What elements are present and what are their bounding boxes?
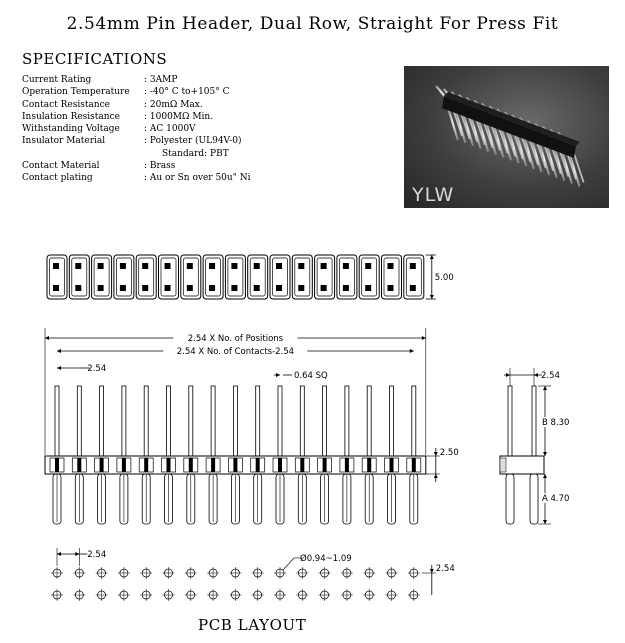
photo-brand-label: YLW [412, 184, 455, 206]
pin-square [254, 285, 260, 291]
product-photo [404, 66, 609, 208]
spec-row [22, 74, 250, 86]
dimension-a: A 4.70 [542, 494, 570, 504]
pin-square [209, 285, 215, 291]
spec-value: : 20mΩ Max. [144, 99, 203, 110]
top-view-cell [159, 255, 179, 299]
pin-square [209, 263, 215, 269]
spec-label: Insulation Resistance [22, 111, 120, 122]
top-view-cell [92, 255, 112, 299]
pin-through [256, 458, 260, 472]
pin-upper [144, 386, 148, 456]
spec-row [22, 160, 250, 172]
pin-upper [189, 386, 193, 456]
arrow-head [543, 452, 547, 456]
pcb-layout-view [51, 548, 455, 601]
pin-upper [77, 386, 81, 456]
pin-square [410, 285, 416, 291]
pin-through [323, 458, 327, 472]
side-pin-upper [532, 386, 536, 456]
pin-square [298, 263, 304, 269]
pin-through [144, 458, 148, 472]
top-view-cell [359, 255, 379, 299]
pin-upper [367, 386, 371, 456]
pin-square [321, 263, 327, 269]
top-view-cell [225, 255, 245, 299]
pin-upper [167, 386, 171, 456]
pin-square [365, 263, 371, 269]
pin-upper [233, 386, 237, 456]
spec-row [22, 172, 250, 184]
spec-label: Current Rating [22, 75, 92, 85]
dimension-pin-size: 0.64 SQ [294, 371, 328, 381]
top-view [47, 255, 454, 299]
pin-upper [300, 386, 304, 456]
dimension-top-height: 5.00 [434, 273, 454, 283]
spec-label: Contact Material [22, 161, 100, 172]
side-pin-upper [508, 386, 512, 456]
top-view-cell [382, 255, 402, 299]
spec-value: : AC 1000V [144, 124, 196, 135]
spec-value: : -40° C to+105° C [144, 87, 230, 98]
pin-square [410, 263, 416, 269]
leader-line [283, 558, 294, 570]
spec-label: Insulator Material [22, 136, 106, 147]
arrow-head [543, 520, 547, 524]
dimension-side-pitch: 2.54 [541, 371, 560, 381]
spec-value: : Au or Sn over 50u" Ni [144, 173, 251, 184]
pin-upper [100, 386, 104, 456]
pin-square [165, 263, 171, 269]
spec-value: Standard: PBT [162, 148, 229, 159]
pin-square [343, 263, 349, 269]
pin-through [77, 458, 81, 472]
pin-square [276, 285, 282, 291]
arrow-head [45, 336, 49, 340]
pin-upper [122, 386, 126, 456]
arrow-head [410, 349, 414, 353]
pin-square [98, 263, 104, 269]
spec-row [22, 111, 250, 123]
pin-through [345, 458, 349, 472]
arrow-head [543, 474, 547, 478]
pin-upper [412, 386, 416, 456]
pin-square [254, 263, 260, 269]
arrow-head [434, 452, 438, 456]
pin-square [388, 285, 394, 291]
pin-square [343, 285, 349, 291]
dimension-contacts: 2.54 X No. of Contacts-2.54 [176, 347, 295, 357]
dimension-pitch: 2.54 [87, 364, 107, 374]
pin-upper [278, 386, 282, 456]
arrow-head [75, 552, 79, 556]
side-pin-lower [530, 474, 538, 524]
pin-through [167, 458, 171, 472]
pin-square [120, 263, 126, 269]
photo-insulator-body [442, 96, 576, 158]
pin-upper [211, 386, 215, 456]
arrow-head [543, 386, 547, 390]
top-view-cell [248, 255, 268, 299]
spec-value: : Brass [144, 161, 176, 172]
arrow-head [434, 474, 438, 478]
pin-square [276, 263, 282, 269]
arrow-head [430, 569, 434, 573]
dimension-hole-diameter: Ø0.94~1.09 [300, 554, 352, 564]
pin-square [120, 285, 126, 291]
spec-label: Contact plating [22, 173, 93, 184]
top-view-cell [136, 255, 156, 299]
dimension-pcb-row-pitch: 2.54 [435, 564, 455, 574]
pin-upper [323, 386, 327, 456]
pin-through [367, 458, 371, 472]
pin-through [189, 458, 193, 472]
pin-through [300, 458, 304, 472]
front-view [45, 328, 459, 524]
dimension-b: B 8.30 [542, 418, 570, 428]
pin-square [365, 285, 371, 291]
pin-square [142, 263, 148, 269]
page-title: 2.54mm Pin Header, Dual Row, Straight For Press Fit [66, 14, 559, 34]
top-view-cell [404, 255, 424, 299]
top-view-cell [203, 255, 223, 299]
top-view-cell [315, 255, 335, 299]
arrow-head [276, 373, 280, 377]
pin-upper [256, 386, 260, 456]
pin-square [75, 285, 81, 291]
pin-square [321, 285, 327, 291]
arrow-head [422, 336, 426, 340]
pin-upper [390, 386, 394, 456]
spec-row [22, 148, 250, 160]
pin-through [100, 458, 104, 472]
pin-through [122, 458, 126, 472]
pin-upper [55, 386, 59, 456]
spec-label: Contact Resistance [22, 99, 110, 110]
arrow-head [506, 373, 510, 377]
specifications-heading: SPECIFICATIONS [22, 50, 168, 68]
pin-square [298, 285, 304, 291]
side-pin-lower [506, 474, 514, 524]
arrow-head [430, 255, 434, 259]
top-view-cell [181, 255, 201, 299]
pin-square [165, 285, 171, 291]
arrow-head [57, 552, 61, 556]
arrow-head [57, 349, 61, 353]
top-view-cell [114, 255, 134, 299]
spec-row [22, 86, 250, 98]
pin-through [211, 458, 215, 472]
pin-through [233, 458, 237, 472]
pin-through [55, 458, 59, 472]
pin-square [231, 285, 237, 291]
arrow-head [430, 295, 434, 299]
pin-square [231, 263, 237, 269]
pin-through [412, 458, 416, 472]
pin-square [53, 285, 59, 291]
spec-row [22, 123, 250, 135]
technical-drawing [0, 240, 625, 616]
side-insulator [500, 456, 544, 474]
pin-square [98, 285, 104, 291]
pin-through [278, 458, 282, 472]
spec-row [22, 135, 250, 147]
pin-square [187, 285, 193, 291]
top-view-cell [337, 255, 357, 299]
top-view-cell [292, 255, 312, 299]
top-view-cell [270, 255, 290, 299]
spec-value: : 3AMP [144, 75, 178, 85]
pin-through [390, 458, 394, 472]
pin-square [53, 263, 59, 269]
spec-label: Operation Temperature [22, 87, 130, 98]
pin-square [388, 263, 394, 269]
dimension-pcb-pitch: 2.54 [87, 550, 107, 560]
pin-square [142, 285, 148, 291]
side-view [500, 368, 575, 524]
dimension-positions: 2.54 X No. of Positions [187, 334, 284, 344]
side-insulator-end [500, 458, 506, 472]
spec-label: Withstanding Voltage [22, 124, 120, 135]
top-view-cell [47, 255, 67, 299]
specifications-table [22, 74, 250, 185]
pcb-layout-label: PCB LAYOUT [198, 616, 307, 634]
spec-row [22, 99, 250, 111]
pin-square [75, 263, 81, 269]
pin-upper [345, 386, 349, 456]
pin-square [187, 263, 193, 269]
top-view-cell [69, 255, 89, 299]
spec-value: : Polyester (UL94V-0) [144, 136, 242, 147]
dimension-insulator-height: 2.50 [439, 448, 459, 458]
spec-value: : 1000MΩ Min. [144, 111, 214, 122]
arrow-head [57, 366, 61, 370]
